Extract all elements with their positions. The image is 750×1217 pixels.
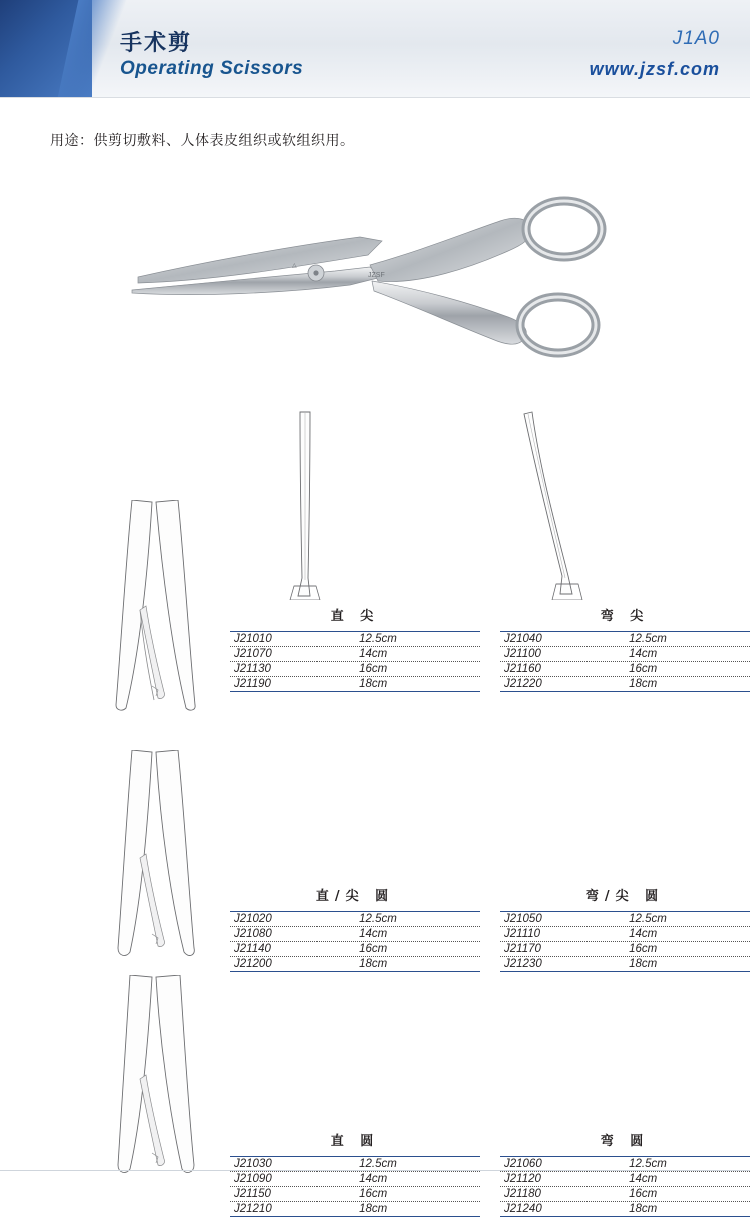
- table-row: [500, 647, 750, 662]
- spec-table-heading: 弯/尖 圆: [585, 889, 665, 904]
- spec-table: [230, 631, 480, 692]
- cell-size: 12.5cm: [587, 1157, 750, 1172]
- spec-table: [230, 1156, 480, 1217]
- scissors-drawing: [120, 185, 640, 385]
- cell-code: J21190: [230, 677, 317, 692]
- table-row: [500, 912, 750, 927]
- cell-size: 12.5cm: [317, 1157, 480, 1172]
- cell-code: J21240: [500, 1202, 587, 1217]
- cell-size: 16cm: [317, 1187, 480, 1202]
- cell-code: J21200: [230, 957, 317, 972]
- table-row: [500, 1172, 750, 1187]
- cell-code: J21210: [230, 1202, 317, 1217]
- cell-size: 18cm: [317, 677, 480, 692]
- hero-scissors-illustration: [120, 185, 640, 385]
- cell-size: 14cm: [587, 927, 750, 942]
- cell-size: 16cm: [317, 662, 480, 677]
- table-row: [230, 942, 480, 957]
- cell-code: J21040: [500, 632, 587, 647]
- cell-code: J21090: [230, 1172, 317, 1187]
- table-row: [230, 957, 480, 972]
- cell-size: 12.5cm: [317, 632, 480, 647]
- cell-size: 18cm: [317, 1202, 480, 1217]
- cell-code: J21110: [500, 927, 587, 942]
- cell-size: 18cm: [587, 677, 750, 692]
- cell-size: 14cm: [317, 927, 480, 942]
- cell-size: 14cm: [587, 1172, 750, 1187]
- table-row: [500, 1202, 750, 1217]
- cell-code: J21170: [500, 942, 587, 957]
- tip-illustration-straight-pointed: [270, 410, 350, 600]
- cell-size: 14cm: [587, 647, 750, 662]
- spec-table-block-curved-blunt: [500, 1130, 750, 1217]
- table-row: [500, 677, 750, 692]
- cell-code: J21220: [500, 677, 587, 692]
- spec-table-heading: 直 尖: [330, 609, 380, 624]
- table-row: [230, 632, 480, 647]
- header-accent-bar: [0, 0, 92, 98]
- cell-code: J21010: [230, 632, 317, 647]
- spec-table: [500, 631, 750, 692]
- table-row: [230, 677, 480, 692]
- cell-size: 18cm: [317, 957, 480, 972]
- spec-table-block-curved-pointed: [500, 605, 750, 692]
- cell-code: J21180: [500, 1187, 587, 1202]
- cell-size: 16cm: [317, 942, 480, 957]
- page-bottom-divider: [0, 1170, 750, 1171]
- spec-table: [500, 911, 750, 972]
- cell-code: J21120: [500, 1172, 587, 1187]
- spec-table-heading: 弯 圆: [600, 1134, 650, 1149]
- spec-table: [230, 911, 480, 972]
- cell-size: 16cm: [587, 1187, 750, 1202]
- spec-table-block-straight-pointed: [230, 605, 480, 692]
- cell-size: 18cm: [587, 957, 750, 972]
- cell-code: J21050: [500, 912, 587, 927]
- spec-table: [500, 1156, 750, 1217]
- page-title-en: Operating Scissors: [120, 58, 304, 79]
- spec-table-block-straight-blunt: [230, 1130, 480, 1217]
- cell-code: J21080: [230, 927, 317, 942]
- spec-table-heading: 直 圆: [330, 1134, 380, 1149]
- table-row: [230, 1187, 480, 1202]
- cell-code: J21130: [230, 662, 317, 677]
- cell-code: J21140: [230, 942, 317, 957]
- cell-code: J21030: [230, 1157, 317, 1172]
- cell-code: J21020: [230, 912, 317, 927]
- spec-tables-row-1: [0, 605, 750, 692]
- svg-text:△: △: [292, 263, 297, 269]
- svg-text:JZSF: JZSF: [368, 272, 385, 279]
- cell-size: 12.5cm: [587, 912, 750, 927]
- spec-tables-row-2: [0, 885, 750, 972]
- table-row: [230, 912, 480, 927]
- website-link[interactable]: www.jzsf.com: [589, 59, 720, 79]
- table-row: [500, 662, 750, 677]
- spec-table-block-curved-sharp-blunt: [500, 885, 750, 972]
- cell-size: 18cm: [587, 1202, 750, 1217]
- usage-description: 用途：供剪切敷料、人体表皮组织或软组织用。: [50, 133, 355, 149]
- spec-tables-row-3: [0, 1130, 750, 1217]
- table-row: [230, 927, 480, 942]
- spec-table-block-straight-sharp-blunt: [230, 885, 480, 972]
- table-row: [500, 632, 750, 647]
- spec-table-heading: 弯 尖: [600, 609, 650, 624]
- table-row: [230, 662, 480, 677]
- cell-size: 12.5cm: [587, 632, 750, 647]
- cell-size: 12.5cm: [317, 912, 480, 927]
- table-row: [230, 1172, 480, 1187]
- cell-size: 16cm: [587, 662, 750, 677]
- cell-code: J21070: [230, 647, 317, 662]
- cell-code: J21100: [500, 647, 587, 662]
- cell-code: J21060: [500, 1157, 587, 1172]
- table-row: [500, 957, 750, 972]
- table-row: [500, 927, 750, 942]
- page-header: [0, 0, 750, 98]
- spec-table-heading: 直/尖 圆: [315, 889, 395, 904]
- table-row: [230, 647, 480, 662]
- product-code: J1A0: [672, 28, 720, 49]
- table-row: [500, 1187, 750, 1202]
- page-title-zh: 手术剪: [120, 31, 193, 56]
- cell-size: 16cm: [587, 942, 750, 957]
- cell-code: J21230: [500, 957, 587, 972]
- table-row: [500, 942, 750, 957]
- cell-code: J21150: [230, 1187, 317, 1202]
- table-row: [230, 1202, 480, 1217]
- tip-illustration-curved-pointed: [510, 410, 600, 600]
- cell-size: 14cm: [317, 1172, 480, 1187]
- cell-code: J21160: [500, 662, 587, 677]
- cell-size: 14cm: [317, 647, 480, 662]
